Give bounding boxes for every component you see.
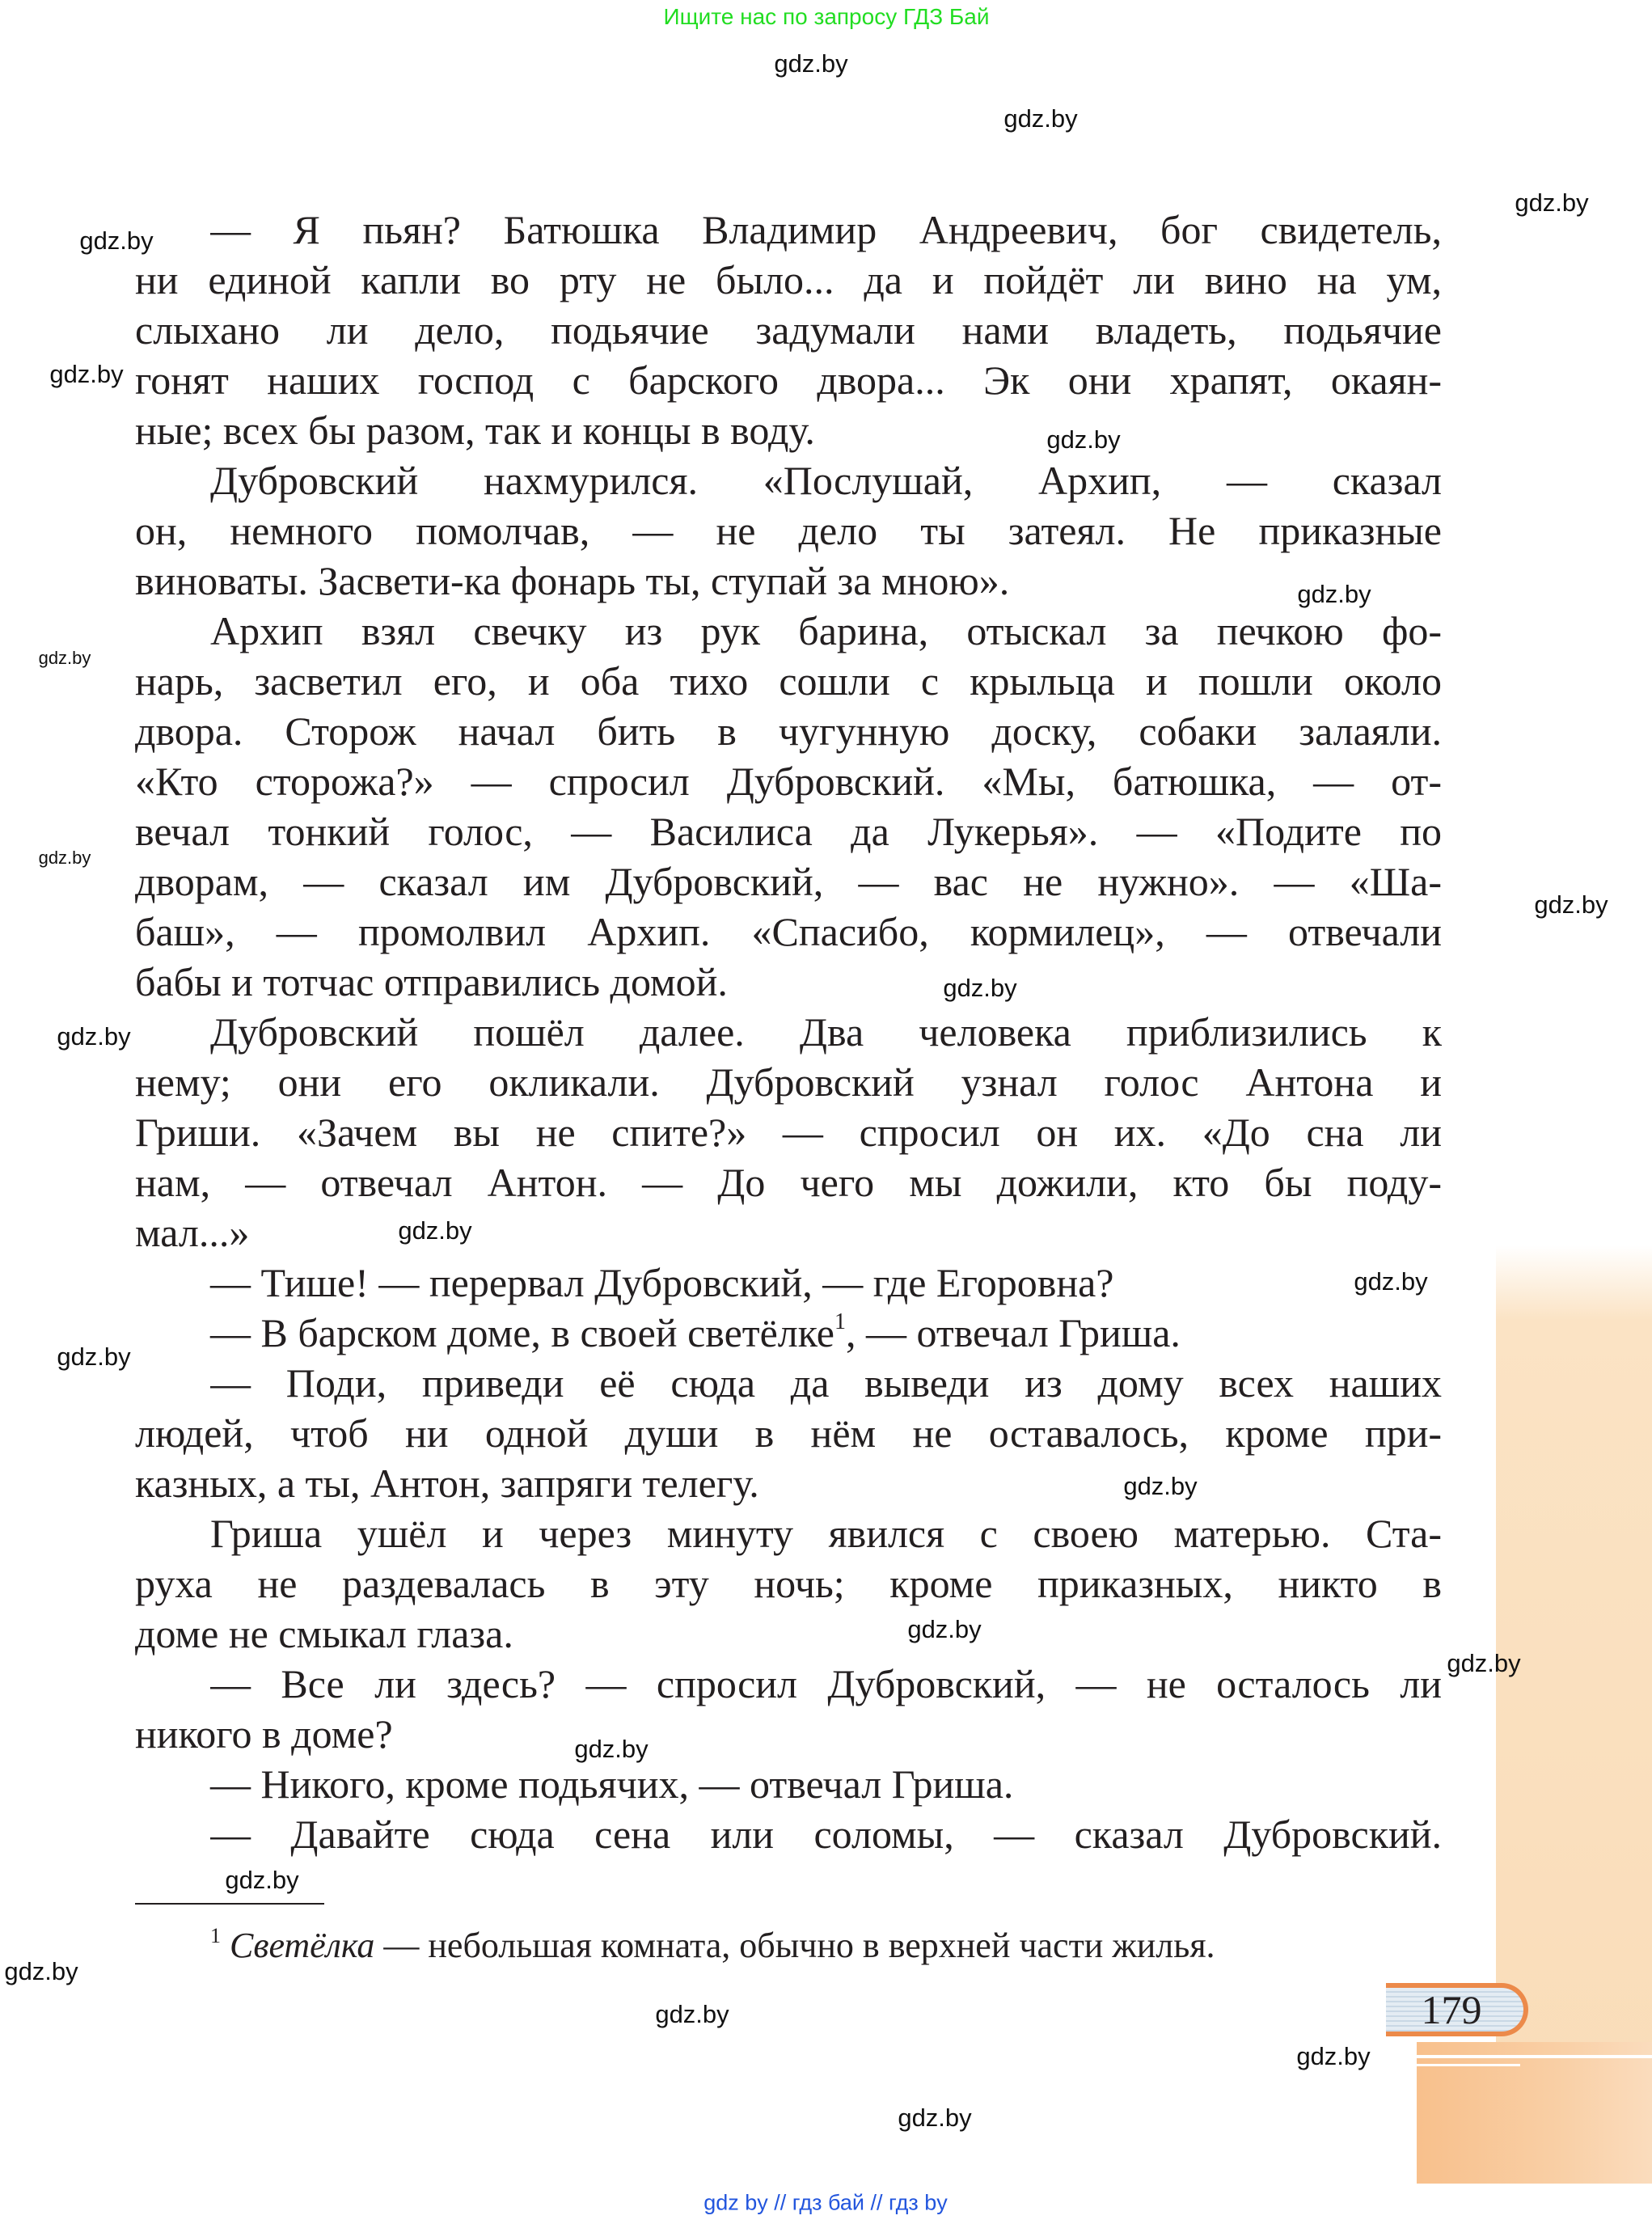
text-line-content: виноваты. Засвети-ка фонарь ты, ступай за мною». <box>135 558 1010 603</box>
watermark: gdz.by <box>38 848 91 868</box>
watermark: gdz.by <box>1003 104 1078 133</box>
text-line-content: гонят наших господ с барского двора... Эк они храпят, окаян- <box>135 357 1442 403</box>
text-line <box>135 1207 249 1258</box>
text-line <box>135 1107 1442 1157</box>
text-line <box>210 1659 1442 1709</box>
body-text <box>135 205 1442 1859</box>
text-line-content: Архип взял свечку из рук барина, отыскал за печкою фо- <box>210 608 1442 653</box>
text-line <box>210 1759 1013 1809</box>
text-line <box>135 907 1442 957</box>
text-line-content: доме не смыкал глаза. <box>135 1611 513 1656</box>
text-line-content: людей, чтоб ни одной души в нём не оставалось, кроме при- <box>135 1410 1442 1456</box>
text-line-content: нему; они его окликали. Дубровский узнал голос Антона и <box>135 1059 1442 1105</box>
text-line <box>135 355 1442 405</box>
text-line <box>135 1057 1442 1107</box>
text-line-content: Дубровский пошёл далее. Два человека приблизились к <box>210 1009 1442 1055</box>
text-line <box>210 455 1442 505</box>
watermark: gdz.by <box>1515 188 1589 217</box>
watermark: gdz.by <box>943 974 1017 1002</box>
watermark: gdz.by <box>57 1342 131 1371</box>
watermark: gdz.by <box>1296 2042 1371 2070</box>
watermark: gdz.by <box>225 1866 299 1894</box>
watermark: gdz.by <box>655 2000 729 2028</box>
text-line <box>135 756 1442 806</box>
text-line-content: он, немного помолчав, — не дело ты затеял. Не приказные <box>135 508 1442 553</box>
watermark: gdz.by <box>49 360 124 388</box>
footnote-divider <box>135 1903 324 1905</box>
footnote-reference: 1 <box>834 1309 846 1334</box>
text-line <box>210 1508 1442 1558</box>
watermark: gdz.by <box>1354 1267 1428 1296</box>
text-line <box>135 505 1442 556</box>
text-line <box>210 1809 1442 1859</box>
text-line <box>210 1258 1113 1308</box>
text-line-content: ные; всех бы разом, так и концы в воду. <box>135 408 815 453</box>
footnote-term: Светёлка <box>230 1926 375 1965</box>
text-line-content: «Кто сторожа?» — спросил Дубровский. «Мы, батюшка, — от- <box>135 759 1442 804</box>
text-line <box>210 606 1442 656</box>
page-number: 179 <box>1421 1987 1482 2032</box>
text-line-content: — Я пьян? Батюшка Владимир Андреевич, бог свидетель, <box>210 207 1442 252</box>
text-line-content: вечал тонкий голос, — Василиса да Лукерья». — «Подите по <box>135 809 1442 854</box>
text-line-content: Дубровский нахмурился. «Послушай, Архип, — сказал <box>210 458 1442 503</box>
watermark: gdz.by <box>57 1022 131 1051</box>
text-line <box>135 305 1442 355</box>
text-line-content: — В барском доме, в своей светёлке <box>210 1310 834 1355</box>
watermark: gdz.by <box>1297 580 1371 608</box>
text-line-content: нарь, засветил его, и оба тихо сошли с крыльца и пошли около <box>135 658 1442 704</box>
text-line-content: никого в доме? <box>135 1711 393 1757</box>
text-line <box>135 1408 1442 1458</box>
text-line <box>210 1007 1442 1057</box>
text-line <box>135 405 815 455</box>
watermark: gdz.by <box>1447 1649 1521 1677</box>
text-line <box>210 1358 1442 1408</box>
bottom-links[interactable]: gdz by // гдз бай // гдз by <box>703 2190 948 2215</box>
text-line <box>135 1709 393 1759</box>
text-line <box>135 656 1442 706</box>
text-line <box>135 556 1009 606</box>
watermark: gdz.by <box>907 1615 982 1643</box>
watermark: gdz.by <box>1123 1472 1198 1500</box>
footnote-number: 1 <box>210 1924 221 1947</box>
watermark: gdz.by <box>4 1957 78 1985</box>
text-line-content: — Давайте сюда сена или соломы, — сказал Дубровский. <box>210 1812 1442 1857</box>
text-line <box>135 1157 1442 1207</box>
text-line <box>135 706 1442 756</box>
text-line <box>135 957 728 1007</box>
watermark: gdz.by <box>38 648 91 668</box>
watermark: gdz.by <box>398 1216 472 1245</box>
text-line-content: слыхано ли дело, подьячие задумали нами владеть, подьячие <box>135 307 1442 353</box>
watermark: gdz.by <box>898 2103 972 2132</box>
text-line <box>135 1558 1442 1609</box>
watermark: gdz.by <box>1534 890 1608 919</box>
text-line <box>210 205 1442 255</box>
text-line-content: дворам, — сказал им Дубровский, — вас не нужно». — «Ша- <box>135 859 1442 904</box>
text-line-content: — Поди, приведи её сюда да выведи из дому всех наших <box>210 1360 1442 1406</box>
watermark: gdz.by <box>574 1735 649 1763</box>
text-line-content: баш», — промолвил Архип. «Спасибо, кормилец», — отвечали <box>135 909 1442 954</box>
text-line <box>135 856 1442 907</box>
text-line-content: бабы и тотчас отправились домой. <box>135 959 728 1004</box>
text-line <box>135 1609 513 1659</box>
text-line-content: мал...» <box>135 1210 250 1255</box>
watermark: gdz.by <box>774 49 848 78</box>
text-line <box>135 255 1442 305</box>
side-stripe <box>1417 2064 1520 2066</box>
text-line <box>210 1308 1181 1358</box>
text-line-content: ни единой капли во рту не было... да и пойдёт ли вино на ум, <box>135 257 1442 302</box>
text-line <box>135 806 1442 856</box>
text-line-content: руха не раздевалась в эту ночь; кроме приказных, никто в <box>135 1561 1442 1606</box>
text-line-content: казных, а ты, Антон, запряги телегу. <box>135 1461 759 1506</box>
side-stripe <box>1417 2055 1652 2058</box>
text-line-content: Гриши. «Зачем вы не спите?» — спросил он их. «До сна ли <box>135 1110 1442 1155</box>
text-line-content: — Все ли здесь? — спросил Дубровский, — не осталось ли <box>210 1661 1442 1706</box>
promo-banner[interactable]: Ищите нас по запросу ГДЗ Бай <box>663 4 990 29</box>
text-line-content: , — отвечал Гриша. <box>846 1310 1181 1355</box>
text-line-content: двора. Сторож начал бить в чугунную доску, собаки залаяли. <box>135 708 1442 754</box>
text-line-content: Гриша ушёл и через минуту явился с своею матерью. Ста- <box>210 1511 1442 1556</box>
text-line-content: нам, — отвечал Антон. — До чего мы дожили, кто бы поду- <box>135 1160 1442 1205</box>
text-line-content: — Тише! — перервал Дубровский, — где Егоровна? <box>210 1260 1114 1305</box>
watermark: gdz.by <box>79 226 154 255</box>
footnote-definition: — небольшая комната, обычно в верхней части жилья. <box>374 1926 1215 1965</box>
watermark: gdz.by <box>1046 425 1121 454</box>
footnote <box>210 1925 1215 1967</box>
text-line-content: — Никого, кроме подьячих, — отвечал Гриша. <box>210 1761 1014 1807</box>
text-line <box>135 1458 759 1508</box>
